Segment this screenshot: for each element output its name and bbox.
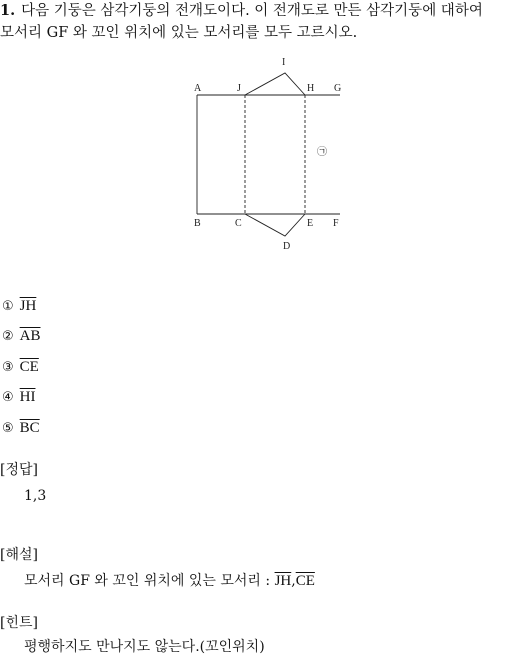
hint-text: 평행하지도 만나지도 않는다.(꼬인위치) — [24, 639, 265, 655]
label-c: C — [235, 218, 242, 229]
question-line-2: 모서리 GF 와 꼬인 위치에 있는 모서리를 모두 고르시오. — [0, 25, 358, 41]
label-a: A — [194, 83, 202, 94]
label-d: D — [283, 241, 291, 252]
choice-label: $\overline{HI}$ — [19, 389, 36, 405]
answer-heading: [정답] — [0, 462, 38, 478]
choice-4[interactable] — [2, 388, 35, 407]
choice-marker: ③ — [2, 360, 14, 375]
explanation-heading: [해설] — [0, 547, 38, 563]
choice-1[interactable] — [2, 297, 36, 316]
label-j: J — [237, 83, 241, 94]
choice-marker: ① — [2, 299, 14, 314]
explanation-edge-1: $\overline{JH}$ — [274, 573, 292, 589]
explanation-edge-2: $\overline{CE}$ — [295, 573, 315, 589]
label-h: H — [307, 83, 315, 94]
explanation-separator: , — [291, 573, 296, 589]
label-g: G — [334, 83, 342, 94]
choice-marker: ④ — [2, 390, 14, 405]
explanation-text — [24, 572, 315, 590]
net-diagram — [185, 52, 355, 252]
choice-label: $\overline{CE}$ — [19, 359, 39, 375]
label-e: E — [307, 218, 314, 229]
question-number: 1. — [0, 2, 16, 19]
choice-marker: ⑤ — [2, 421, 14, 436]
choice-2[interactable] — [2, 327, 41, 346]
choice-marker: ② — [2, 329, 14, 344]
triangle-jih — [245, 73, 305, 95]
choice-5[interactable] — [2, 419, 40, 438]
choice-label: $\overline{BC}$ — [19, 420, 40, 436]
choice-label: $\overline{AB}$ — [19, 328, 41, 344]
hint-heading: [힌트] — [0, 615, 38, 631]
explanation-sentence: 모서리 GF 와 꼬인 위치에 있는 모서리 : — [24, 573, 275, 589]
label-f: F — [333, 218, 339, 229]
choice-label: $\overline{JH}$ — [19, 298, 37, 314]
question-line-1 — [0, 2, 483, 20]
question-text-1: 다음 기둥은 삼각기둥의 전개도이다. 이 전개도로 만든 삼각기둥에 대하여 — [21, 3, 483, 19]
label-i: I — [282, 57, 286, 68]
label-b: B — [194, 218, 201, 229]
choice-3[interactable] — [2, 358, 39, 377]
label-region: ㉠ — [317, 147, 327, 158]
triangle-cde — [245, 214, 305, 236]
answer-value: 1,3 — [24, 488, 47, 504]
